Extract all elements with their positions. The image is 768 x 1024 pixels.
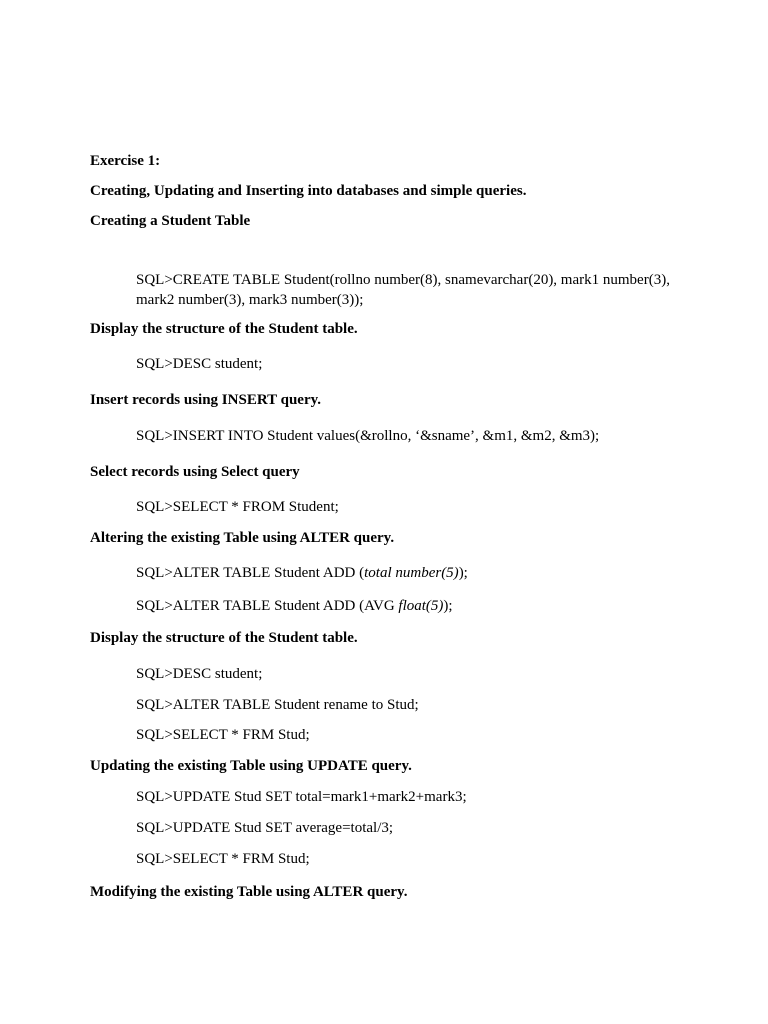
section-heading-alter: Altering the existing Table using ALTER query. bbox=[90, 530, 395, 546]
section-heading-update: Updating the existing Table using UPDATE query. bbox=[90, 758, 412, 774]
code-update-average: SQL>UPDATE Stud SET average=total/3; bbox=[136, 820, 394, 836]
code-rename-table: SQL>ALTER TABLE Student rename to Stud; bbox=[136, 697, 419, 713]
code-alter-add-total-type: total number(5) bbox=[364, 565, 459, 581]
code-update-total: SQL>UPDATE Stud SET total=mark1+mark2+mark3; bbox=[136, 789, 467, 805]
code-select-stud-2: SQL>SELECT * FRM Stud; bbox=[136, 851, 310, 867]
section-heading-select: Select records using Select query bbox=[90, 464, 300, 480]
exercise-subtitle: Creating, Updating and Inserting into databases and simple queries. bbox=[90, 183, 527, 199]
code-select-student: SQL>SELECT * FROM Student; bbox=[136, 499, 339, 515]
code-insert-query: SQL>INSERT INTO Student values(&rollno, ‘&sname’, &m1, &m2, &m3); bbox=[136, 428, 600, 444]
code-alter-add-total-prefix: SQL>ALTER TABLE Student ADD ( bbox=[136, 565, 365, 581]
code-alter-add-total-suffix: ); bbox=[458, 565, 468, 581]
code-alter-add-avg bbox=[136, 596, 453, 616]
code-create-table-line2: mark2 number(3), mark3 number(3)); bbox=[136, 292, 364, 308]
section-heading-modify: Modifying the existing Table using ALTER query. bbox=[90, 884, 408, 900]
section-heading-insert: Insert records using INSERT query. bbox=[90, 392, 322, 408]
code-desc-student: SQL>DESC student; bbox=[136, 356, 263, 372]
code-alter-add-avg-suffix: ); bbox=[443, 598, 453, 614]
section-heading-create-table: Creating a Student Table bbox=[90, 213, 251, 229]
section-heading-display-structure: Display the structure of the Student table. bbox=[90, 321, 358, 337]
section-heading-display-structure-2: Display the structure of the Student table. bbox=[90, 630, 358, 646]
code-desc-student-2: SQL>DESC student; bbox=[136, 666, 263, 682]
code-alter-add-avg-type: float(5) bbox=[398, 598, 444, 614]
code-alter-add-total bbox=[136, 563, 468, 583]
exercise-title: Exercise 1: bbox=[90, 153, 161, 169]
code-alter-add-avg-prefix: SQL>ALTER TABLE Student ADD (AVG bbox=[136, 598, 399, 614]
code-select-stud: SQL>SELECT * FRM Stud; bbox=[136, 727, 310, 743]
code-create-table-line1: SQL>CREATE TABLE Student(rollno number(8), snamevarchar(20), mark1 number(3), bbox=[136, 272, 670, 288]
